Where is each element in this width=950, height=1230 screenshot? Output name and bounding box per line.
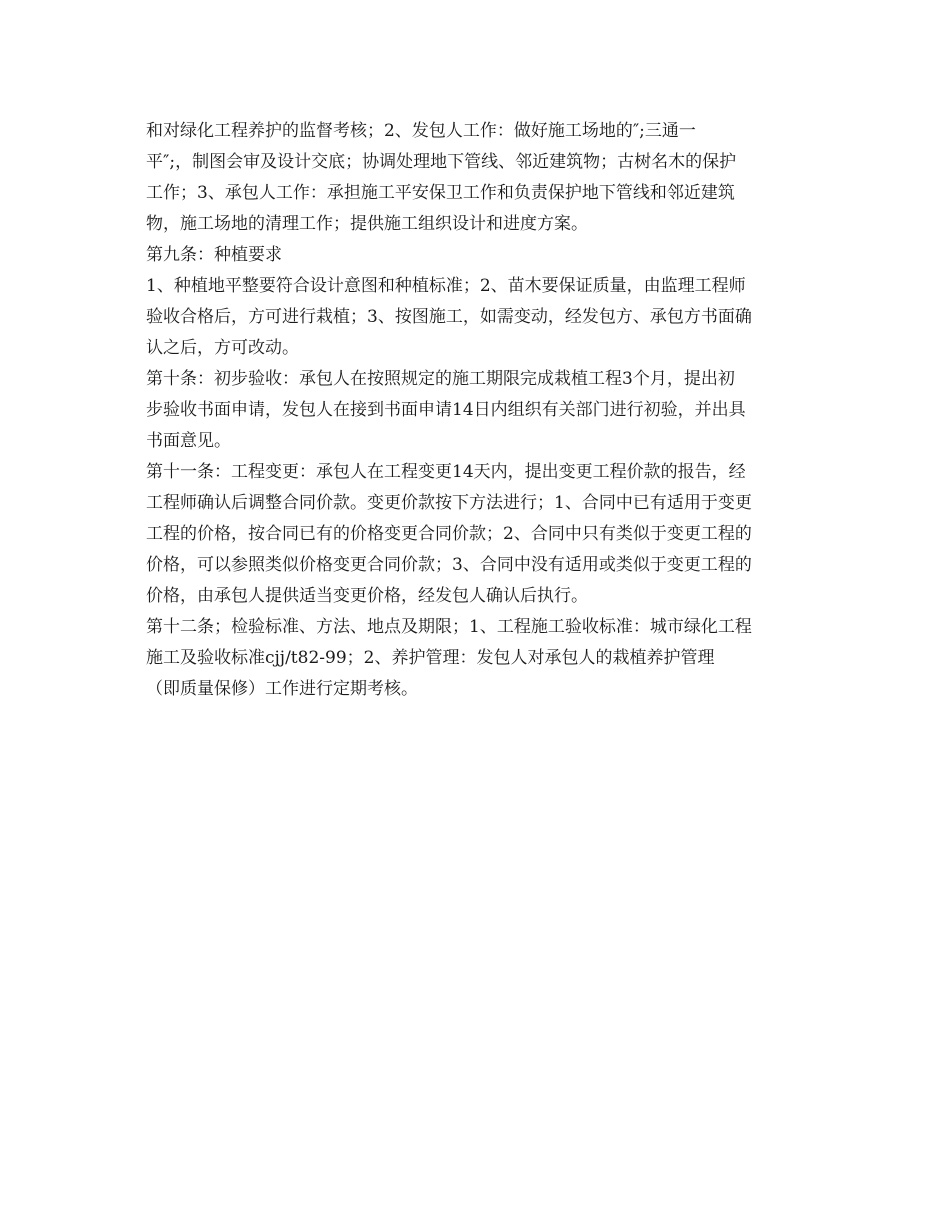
paragraph-article-11-engineering-change: 第十一条：工程变更：承包人在工程变更14天内，提出变更工程价款的报告，经 工程师确认后调整合同价款。变更价款按下方法进行；1、合同中已有适用于变更 工程的价格，按合同已有的价格变更合同价款；2、合同中只有类似于变更工程的 价格，可以参照类似价格变更合同价款；3、合同中没有适用或类似于变更工程的 价格，由承包人提供适当变更价格，经发包人确认后执行。 (146, 462, 752, 606)
paragraph-article-12-inspection-standards: 第十二条；检验标准、方法、地点及期限；1、工程施工验收标准：城市绿化工程 施工及验收标准cjj/t82-99；2、养护管理：发包人对承包人的栽植养护管理 （即质量保修）工作进行定期考核。 (146, 617, 752, 699)
document-body (146, 116, 810, 705)
paragraph-article-10-preliminary-acceptance: 第十条：初步验收：承包人在按照规定的施工期限完成栽植工程3个月，提出初 步验收书面申请，发包人在接到书面申请14日内组织有关部门进行初验，并出具 书面意见。 (146, 369, 746, 451)
paragraph-planting-requirements: 1、种植地平整要符合设计意图和种植标准；2、苗木要保证质量，由监理工程师 验收合格后，方可进行栽植；3、按图施工，如需变动，经发包方、承包方书面确 认之后，方可改动。 (146, 276, 752, 358)
paragraph-responsibilities: 和对绿化工程养护的监督考核；2、发包人工作：做好施工场地的″;三通一 平″;，制图会审及设计交底；协调处理地下管线、邻近建筑物；古树名木的保护 工作；3、承包人工作：承担施工平安保卫工作和负责保护地下管线和邻近建筑 物，施工场地的清理工作；提供施工组织设计和进度方案。 (146, 121, 737, 234)
heading-article-9: 第九条：种植要求 (146, 245, 282, 265)
